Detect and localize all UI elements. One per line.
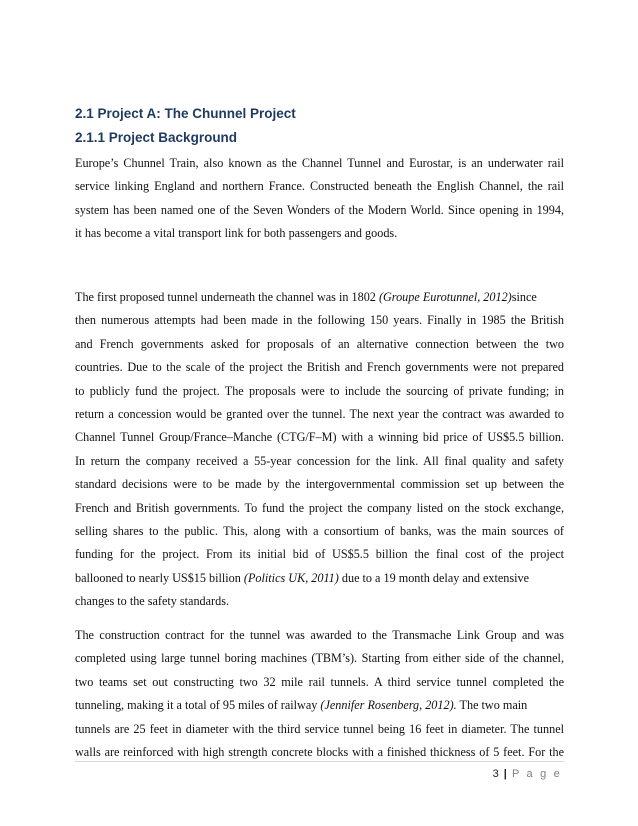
text-run: since: [511, 290, 537, 304]
paragraph-line: [75, 567, 564, 590]
page-footer: [493, 768, 562, 780]
paragraph-line: it has become a vital transport link for both passengers and goods.: [75, 226, 398, 241]
paragraph-line: standard decisions were to be made by the intergovernmental commission set up between the: [75, 477, 564, 492]
text-run: due to a 19 month delay and extensive: [338, 570, 530, 585]
paragraph-line: Channel Tunnel Group/France–Manche (CTG/F–M) with a winning bid price of US$5.5 billion.: [75, 430, 564, 445]
subsection-heading: 2.1.1 Project Background: [75, 130, 238, 145]
text-run: The two main: [456, 698, 528, 713]
paragraph-line: system has been named one of the Seven Wonders of the Modern World. Since opening in 1994,: [75, 202, 564, 217]
paragraph-1: [75, 152, 564, 246]
paragraph-line: two teams set out constructing two 32 mile rail tunnels. A third service tunnel completed the: [75, 674, 564, 689]
section-heading: 2.1 Project A: The Chunnel Project: [75, 106, 296, 121]
paragraph-line: service linking England and northern France. Constructed beneath the English Channel, the rail: [75, 179, 564, 194]
paragraph-2: [75, 286, 564, 613]
paragraph-line: then numerous attempts had been made in the following 150 years. Finally in 1985 the British: [75, 313, 564, 328]
paragraph-line: to publicly fund the project. The proposals were to include the sourcing of private funding; in: [75, 383, 564, 398]
paragraph-line: changes to the safety standards.: [75, 594, 229, 609]
paragraph-line: Europe’s Chunnel Train, also known as the Channel Tunnel and Eurostar, is an underwater rail: [75, 156, 564, 170]
paragraph-line: [75, 286, 564, 309]
paragraph-line: return a concession would be granted over the tunnel. The next year the contract was awarded to: [75, 406, 564, 421]
text-run: The first proposed tunnel underneath the channel was in 1802: [75, 290, 379, 304]
text-run: ballooned to nearly US$15 billion: [75, 570, 244, 585]
citation: (Politics UK, 2011): [243, 570, 339, 585]
page-number: 3: [492, 768, 499, 780]
page-label: P a g e: [511, 768, 562, 780]
paragraph-line: tunnels are 25 feet in diameter with the third service tunnel being 16 feet in diameter. The tunnel: [75, 721, 564, 736]
text-run: tunneling, making it a total of 95 miles of railway: [75, 698, 321, 713]
citation: (Jennifer Rosenberg, 2012).: [320, 698, 457, 713]
paragraph-line: French and British governments. To fund the project the company listed on the stock exchange,: [75, 500, 564, 515]
footer-separator: |: [503, 768, 507, 780]
paragraph-line: In return the company received a 55-year concession for the link. All final quality and safety: [75, 453, 564, 468]
paragraph-line: selling shares to the public. This, along with a consortium of banks, was the main sources of: [75, 523, 564, 538]
paragraph-line: countries. Due to the scale of the project the British and French governments were not prepared: [75, 360, 564, 375]
paragraph-line: funding for the project. From its initial bid of US$5.5 billion the final cost of the project: [75, 547, 564, 562]
citation: (Groupe Eurotunnel, 2012): [378, 290, 512, 304]
footer-divider: [75, 761, 564, 762]
paragraph-line: and French governments asked for proposals of an alternative connection between the two: [75, 336, 564, 351]
paragraph-line: walls are reinforced with high strength concrete blocks with a finished thickness of 5 feet. For the: [75, 744, 564, 759]
paragraph-line: completed using large tunnel boring machines (TBM’s). Starting from either side of the channel,: [75, 651, 564, 666]
paragraph-3: [75, 624, 564, 764]
paragraph-line: [75, 694, 564, 717]
paragraph-line: The construction contract for the tunnel was awarded to the Transmache Link Group and was: [75, 628, 564, 642]
